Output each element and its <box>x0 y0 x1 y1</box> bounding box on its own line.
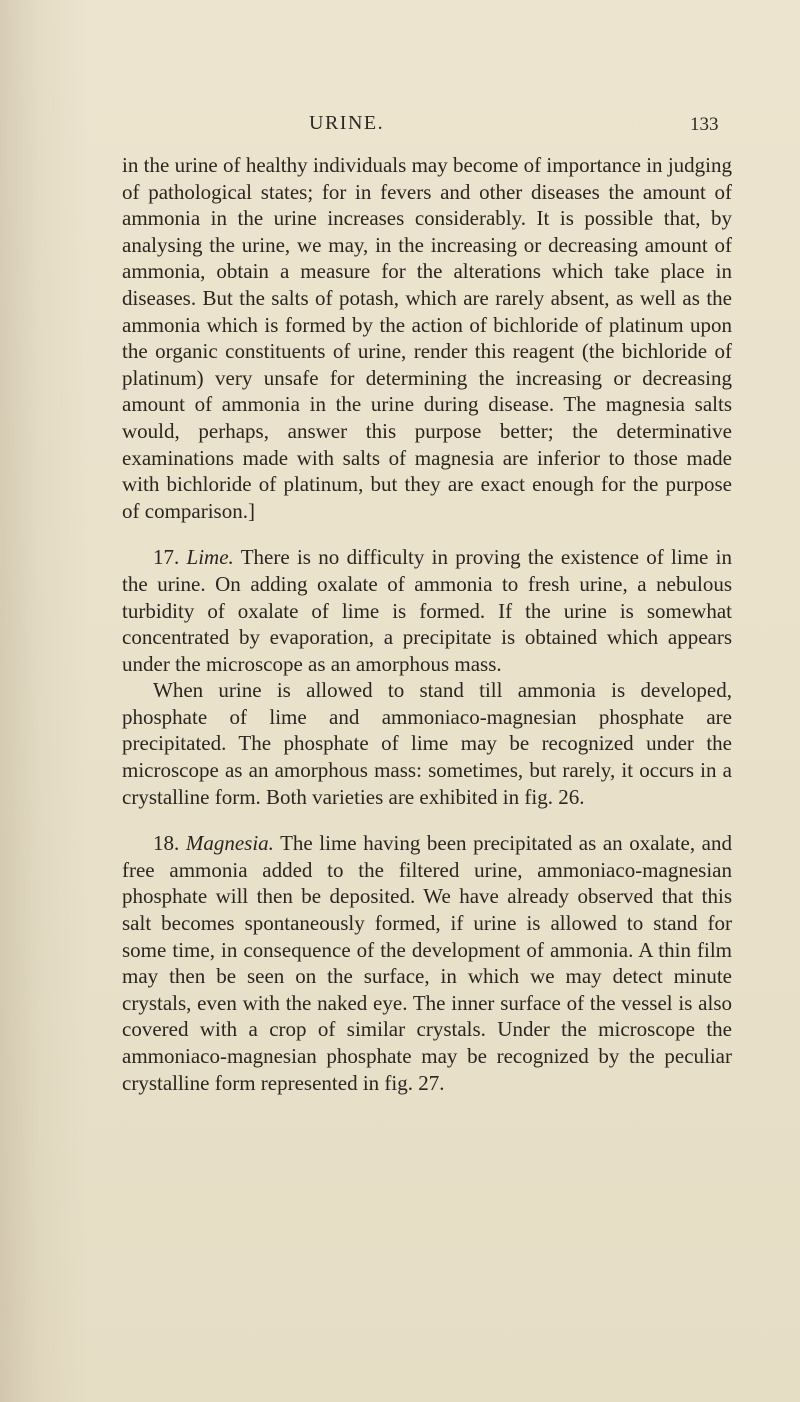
section-17-number: 17. <box>153 545 180 570</box>
section-gap <box>122 810 732 830</box>
paragraph-continuation: in the urine of healthy individuals may become of importance in judging of pathological states; for in fevers and other diseases the amount of ammonia in the urine increases considerably. It is possible that, by analysing the urine, we may, in the increasing or decreasing amount of ammonia, obtain a measure for the alterations which take place in diseases. But the salts of potash, which are rarely absent, as well as the ammonia which is formed by the action of bichloride of platinum upon the organic constituents of urine, render this reagent (the bichloride of platinum) very unsafe for determining the increasing or decreasing amount of ammonia in the urine during disease. The magnesia salts would, perhaps, answer this purpose better; the determinative examinations made with salts of magnesia are inferior to those made with bichloride of platinum, but they are exact enough for the purpose of comparison.] <box>122 153 732 523</box>
section-17-continuation: When urine is allowed to stand till ammonia is developed, phosphate of lime and ammoniaco-magnesian phosphate are precipitated. The phosphate of lime may be recognized under the microscope as an amorphous mass: sometimes, but rarely, it occurs in a crystalline form. Both varieties are exhibited in fig. 26. <box>122 678 732 809</box>
section-17-heading: Lime. <box>186 545 234 570</box>
running-title: URINE. <box>309 112 385 134</box>
page-number: 133 <box>690 114 719 135</box>
section-18-heading: Magnesia. <box>185 831 274 856</box>
section-18-number: 18. <box>153 831 180 856</box>
section-18-text: The lime having been precipitated as an oxalate, and free ammonia added to the filtered urine, ammoniaco-magnesian phosphate will then be deposited. We have already observed that this salt becomes spontaneously formed, if urine is allowed to stand for some time, in consequence of the development of ammonia. A thin film may then be seen on the surface, in which we may detect minute crystals, even with the naked eye. The inner surface of the vessel is also covered with a crop of similar crystals. Under the microscope the ammoniaco-magnesian phosphate may be recognized by the peculiar crystalline form represented in fig. 27. <box>122 831 733 1095</box>
section-17-paragraph <box>122 544 732 677</box>
section-18-paragraph <box>122 830 732 1096</box>
section-gap <box>122 524 732 544</box>
section-17-text: There is no difficulty in proving the existence of lime in the urine. On adding oxalate of ammonia to fresh urine, a nebulous turbidity of oxalate of lime is formed. If the urine is somewhat concentrated by evaporation, a precipitate is obtained which appears under the microscope as an amorphous mass. <box>122 545 732 676</box>
body-text <box>122 152 732 1096</box>
page-header <box>0 112 800 138</box>
